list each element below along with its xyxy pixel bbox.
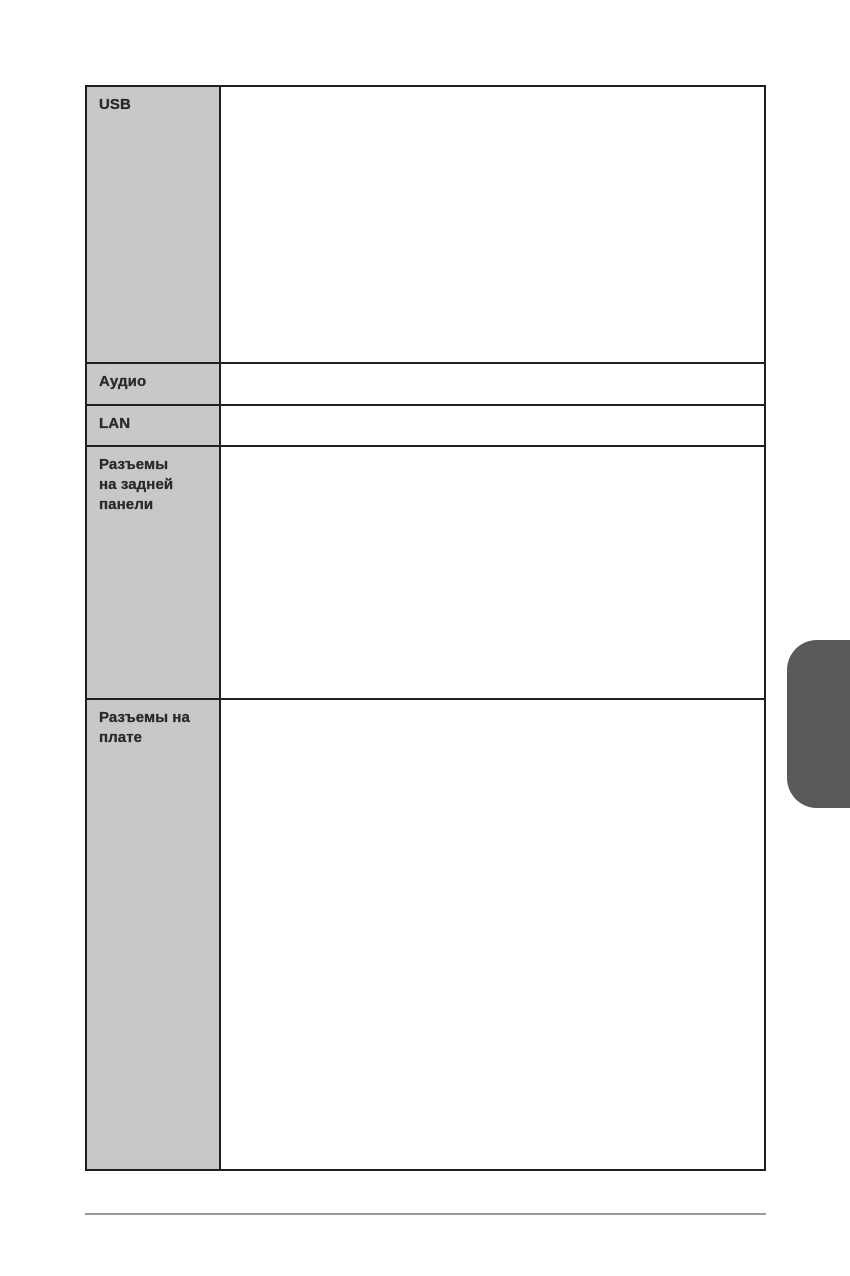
spec-label-usb: USB: [87, 87, 221, 362]
spec-value-usb: [221, 87, 764, 362]
language-side-tab: [787, 640, 850, 808]
spec-value-rear-panel: [221, 447, 764, 698]
spec-label-audio: Аудио: [87, 364, 221, 404]
spec-label-onboard-connectors: Разъемы на плате: [87, 700, 221, 1169]
spec-label-lan: LAN: [87, 406, 221, 445]
footer-rule: [85, 1213, 766, 1215]
spec-row-usb: [87, 87, 764, 364]
spec-table: [85, 85, 766, 1171]
spec-row-lan: [87, 406, 764, 447]
spec-label-rear-panel: Разъемы на задней панели: [87, 447, 221, 698]
spec-value-onboard-connectors: [221, 700, 764, 1169]
spec-value-audio: [221, 364, 764, 404]
spec-row-onboard-connectors: [87, 700, 764, 1169]
spec-value-lan: [221, 406, 764, 445]
spec-row-rear-panel: [87, 447, 764, 700]
spec-row-audio: [87, 364, 764, 406]
